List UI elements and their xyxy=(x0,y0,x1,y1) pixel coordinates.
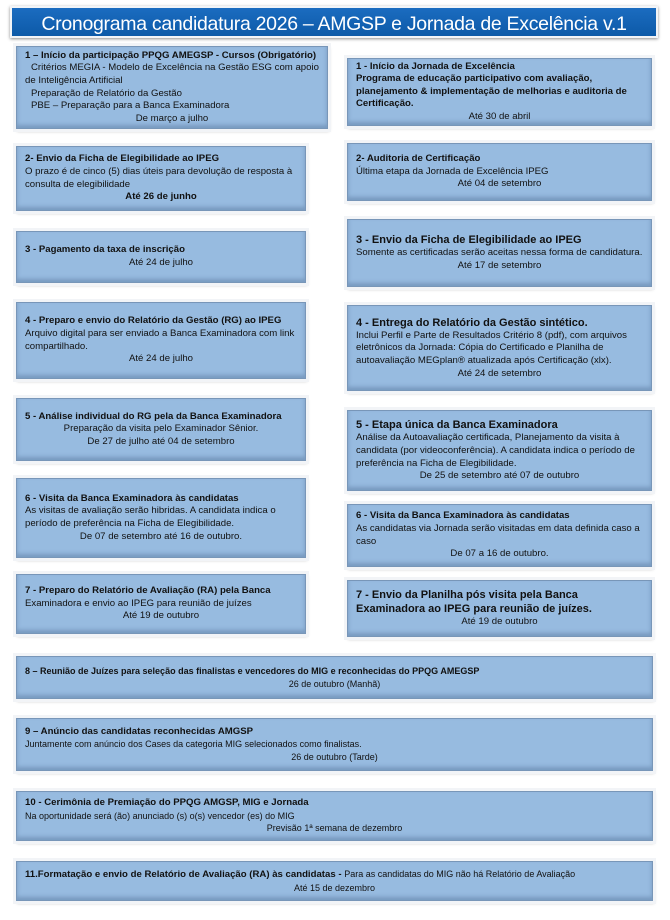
step-text: Juntamente com anúncio dos Cases da categoria MIG selecionados como finalistas. xyxy=(25,739,362,750)
step-text: Examinadora e envio ao IPEG para reunião de juízes xyxy=(25,597,252,609)
step-heading: 6 - Visita da Banca Examinadora às candidatas xyxy=(356,510,570,522)
step-heading: 6 - Visita da Banca Examinadora às candidatas xyxy=(25,492,239,504)
page-title: Cronograma candidatura 2026 – AMGSP e Jornada de Excelência v.1 xyxy=(10,6,658,38)
step-heading: 7 - Preparo do Relatório de Avaliação (RA) pela Banca xyxy=(25,585,271,597)
step-heading: 7 - Envio da Planilha pós visita pela Banca Examinadora ao IPEG para reunião de juízes. xyxy=(356,589,592,616)
step-text: PBE – Preparação para a Banca Examinadora xyxy=(31,100,230,112)
step-date: Até 24 de julho xyxy=(128,353,193,365)
left-step-3 xyxy=(16,231,306,283)
right-step-1 xyxy=(347,58,652,126)
right-step-7 xyxy=(347,580,652,637)
right-step-2 xyxy=(347,143,652,201)
step-10 xyxy=(16,791,653,841)
step-date: Até 24 de setembro xyxy=(457,367,542,379)
step-heading: 2- Envio da Ficha de Elegibilidade ao IPEG xyxy=(25,153,220,165)
right-step-6 xyxy=(347,504,652,567)
step-text: Última etapa da Jornada de Excelência IPEG xyxy=(356,165,549,177)
step-text: Critérios MEGIA - Modelo de Excelência na Gestão ESG com apoio xyxy=(31,62,319,74)
step-text: Inclui Perfil e Parte de Resultados Critério 8 (pdf), com arquivos eletrônicos da Jornada: Cópia do Certificado e Planilha de autoavaliação MEGplan® atualizada após Certificação (xlx). xyxy=(356,329,627,366)
step-text: Programa de educação participativo com avaliação, planejamento & implementação de melhorias e auditoria de Certificação. xyxy=(356,73,627,110)
left-step-2 xyxy=(16,146,306,211)
step-heading: 4 - Preparo e envio do Relatório da Gestão (RG) ao IPEG xyxy=(25,315,282,327)
step-text: Preparação da visita pelo Examinador Sênior. xyxy=(63,423,259,435)
step-heading xyxy=(25,868,644,882)
step-heading: 4 - Entrega do Relatório da Gestão sintético. xyxy=(356,316,588,329)
step-heading: 3 - Pagamento da taxa de inscrição xyxy=(25,244,185,256)
step-text: Preparação de Relatório da Gestão xyxy=(31,87,182,99)
step-text: As visitas de avaliação serão hibridas. A candidata indica o período de preferência na Ficha de Elegibilidade. xyxy=(25,505,276,529)
step-date: Previsão 1ª semana de dezembro xyxy=(266,823,403,834)
step-date: 26 de outubro (Manhã) xyxy=(288,678,381,689)
left-step-1 xyxy=(16,46,328,129)
right-step-5 xyxy=(347,410,652,491)
step-date: De 07 a 16 de outubro. xyxy=(450,548,549,560)
step-text: O prazo é de cinco (5) dias úteis para devolução de resposta à consulta de elegibilidade xyxy=(25,165,293,190)
step-heading-note: Para as candidatas do MIG não há Relatório de Avaliação xyxy=(344,868,576,879)
left-step-4 xyxy=(16,302,306,379)
step-text: Na oportunidade será (ão) anunciado (s) o(s) vencedor (es) do MIG xyxy=(25,810,295,821)
right-step-3 xyxy=(347,219,652,287)
step-heading: 10 - Cerimônia de Premiação do PPQG AMGSP, MIG e Jornada xyxy=(25,797,309,809)
step-date: Até 04 de setembro xyxy=(457,178,542,190)
step-heading: 5 - Etapa única da Banca Examinadora xyxy=(356,419,558,432)
step-date: Até 24 de julho xyxy=(128,257,193,268)
step-heading-main: 11.Formatação e envio de Relatório de Avaliação (RA) às candidatas - xyxy=(25,868,345,880)
step-text: de Inteligência Artificial xyxy=(25,74,123,86)
step-heading: 9 – Anúncio das candidatas reconhecidas AMGSP xyxy=(25,725,254,737)
step-text: Arquivo digital para ser enviado a Banca Examinadora com link compartilhado. xyxy=(25,327,295,352)
step-heading: 8 – Reunião de Juízes para seleção das finalistas e vencedores do MIG e reconhecidas do PPQG AMEGSP xyxy=(25,665,480,676)
step-heading: 1 - Início da Jornada de Excelência xyxy=(356,60,515,72)
step-8 xyxy=(16,656,653,699)
step-heading: 1 – Início da participação PPQG AMEGSP - Cursos (Obrigatório) xyxy=(25,49,317,61)
step-text: Somente as certificadas serão aceitas nessa forma de candidatura. xyxy=(356,247,643,259)
left-step-7 xyxy=(16,574,306,634)
step-date: Até 19 de outubro xyxy=(461,616,538,628)
step-9 xyxy=(16,718,653,771)
step-heading: 5 - Análise individual do RG pela da Banca Examinadora xyxy=(25,410,282,422)
step-heading: 3 - Envio da Ficha de Elegibilidade ao IPEG xyxy=(356,234,582,247)
step-date: De 25 de setembro até 07 de outubro xyxy=(419,470,580,482)
step-date: De 07 de setembro até 16 de outubro. xyxy=(79,530,243,542)
left-step-6 xyxy=(16,478,306,558)
step-text: As candidatas via Jornada serão visitadas em data definida caso a caso xyxy=(356,522,640,547)
step-date: Até 15 de dezembro xyxy=(293,882,376,893)
step-date: Até 26 de junho xyxy=(125,191,197,203)
step-date: De 27 de julho até 04 de setembro xyxy=(87,435,235,447)
step-11 xyxy=(16,861,653,901)
step-heading: 2- Auditoria de Certificação xyxy=(356,153,481,165)
right-step-4 xyxy=(347,305,652,391)
step-date: Até 19 de outubro xyxy=(122,610,200,622)
step-date: De março a julho xyxy=(135,112,209,124)
step-date: Até 30 de abril xyxy=(468,110,531,122)
step-text: Análise da Autoavaliação certificada, Planejamento da visita à candidata (por videoconferência). A candidata indica o período de preferência na Ficha de Elegibilidade. xyxy=(356,432,635,469)
left-step-5 xyxy=(16,398,306,461)
step-date: Até 17 de setembro xyxy=(457,260,542,271)
step-date: 26 de outubro (Tarde) xyxy=(291,751,378,762)
